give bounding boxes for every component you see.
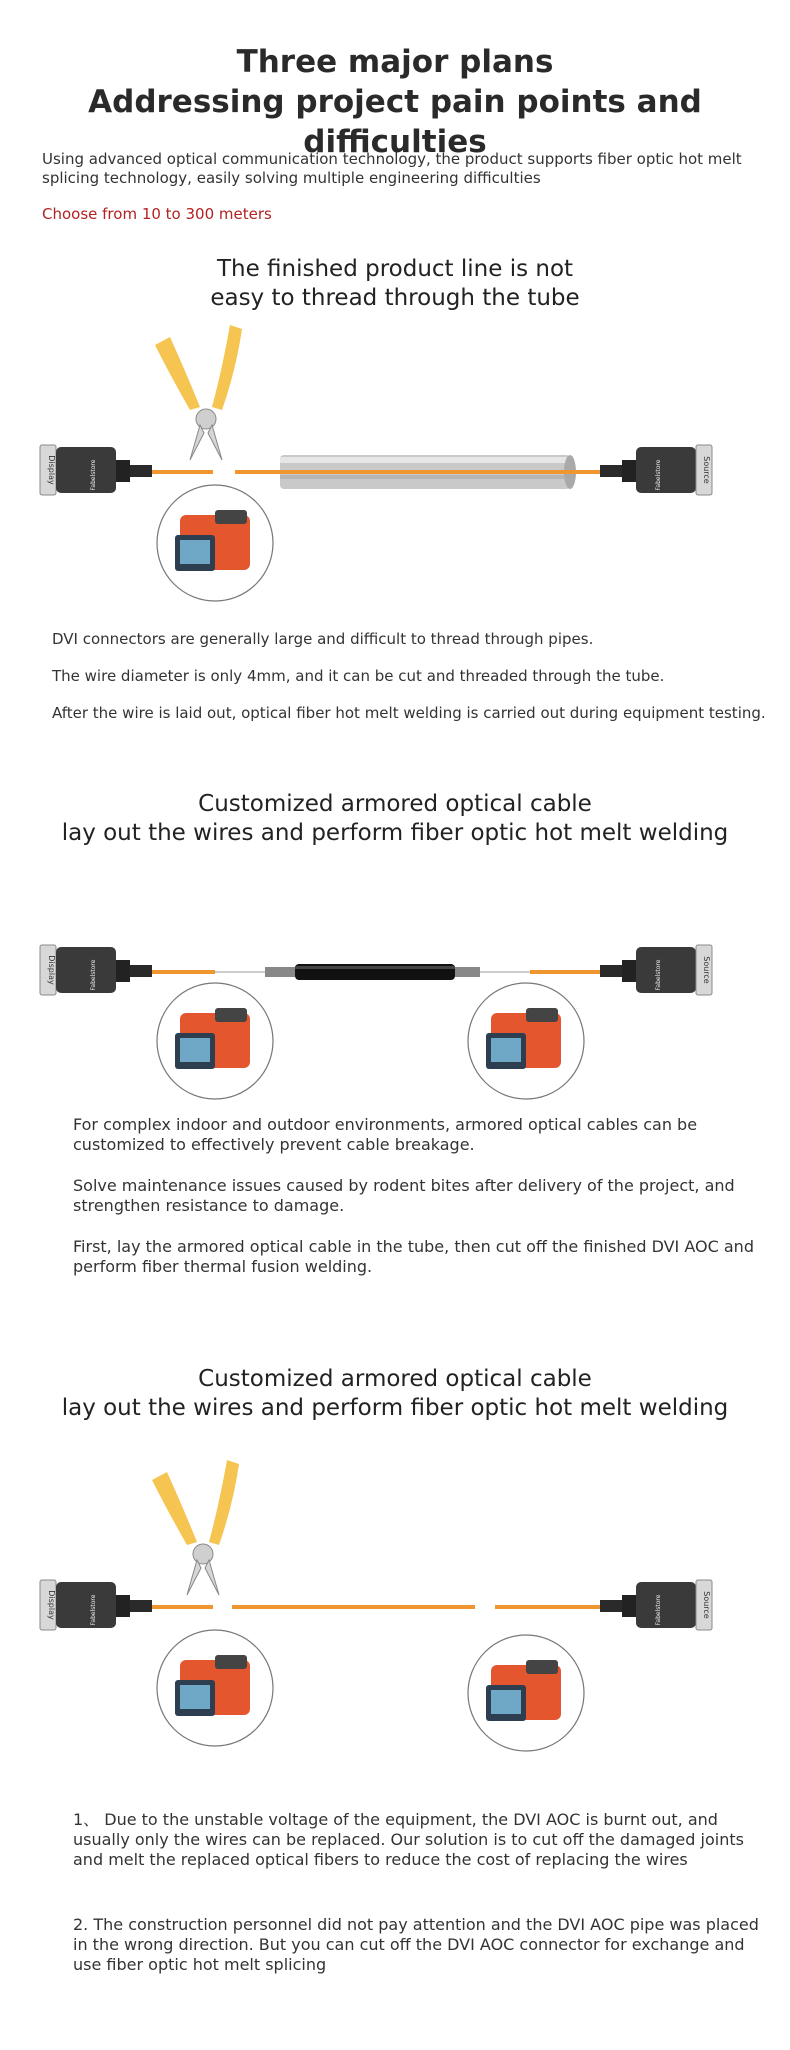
title-line-2: Addressing project pain points and difficulties bbox=[88, 84, 702, 160]
brand-label: Fabelstore bbox=[90, 459, 97, 491]
dvi-connector-left bbox=[40, 945, 152, 995]
plan1-title-line-1: The finished product line is not bbox=[216, 256, 574, 282]
plan1-illustration bbox=[0, 315, 790, 615]
source-label: Source bbox=[702, 1591, 711, 1619]
armored-cable bbox=[295, 964, 455, 980]
plan1-point-1: DVI connectors are generally large and difficult to thread through pipes. bbox=[52, 630, 594, 648]
plan2-point-1: For complex indoor and outdoor environments, armored optical cables can be customized to effectively prevent cable breakage. bbox=[73, 1115, 698, 1154]
plan1-title-line-2: easy to thread through the tube bbox=[210, 285, 580, 311]
brand-label-right: Fabelstore bbox=[655, 959, 662, 991]
brand-label-right: Fabelstore bbox=[655, 1594, 662, 1626]
plan2-title-line-1: Customized armored optical cable bbox=[198, 791, 592, 817]
wire-cutter-icon bbox=[152, 1460, 239, 1595]
wire-cutter-icon bbox=[155, 325, 242, 460]
fusion-splicer-icon-right bbox=[468, 983, 584, 1099]
plan1-point-3: After the wire is laid out, optical fiber hot melt welding is carried out during equipment testing. bbox=[52, 704, 766, 722]
fusion-splicer-icon bbox=[157, 1630, 273, 1746]
fusion-splicer-icon-right bbox=[468, 1635, 584, 1751]
brand-label-right: Fabelstore bbox=[655, 459, 662, 491]
title-line-1: Three major plans bbox=[236, 44, 554, 80]
page-title bbox=[0, 42, 790, 162]
display-label: Display bbox=[47, 1590, 56, 1620]
plan2-point-3: First, lay the armored optical cable in the tube, then cut off the finished DVI AOC and perform fiber thermal fusion welding. bbox=[73, 1237, 754, 1276]
dvi-connector-left bbox=[40, 1580, 152, 1630]
dvi-connector-right bbox=[600, 945, 712, 995]
intro-text: Using advanced optical communication technology, the product supports fiber optic hot melt splicing technology, easily solving multiple engineering difficulties bbox=[42, 150, 742, 187]
brand-label: Fabelstore bbox=[90, 1594, 97, 1626]
dvi-connector-right bbox=[600, 445, 712, 495]
plan1-point-2: The wire diameter is only 4mm, and it can be cut and threaded through the tube. bbox=[52, 667, 665, 685]
plan3-title-line-2: lay out the wires and perform fiber optic hot melt welding bbox=[61, 1395, 729, 1421]
plan1-title bbox=[0, 255, 790, 313]
display-label: Display bbox=[47, 455, 56, 485]
display-label: Display bbox=[47, 955, 56, 985]
plan2-title-line-2: lay out the wires and perform fiber optic hot melt welding bbox=[61, 820, 729, 846]
plan3-point-1: 1、 Due to the unstable voltage of the equipment, the DVI AOC is burnt out, and usually only the wires can be replaced. Our solution is to cut off the damaged joints and melt the replaced optical fibers to reduce the cost of replacing the wires bbox=[73, 1810, 744, 1869]
dvi-connector-left bbox=[40, 445, 152, 495]
fusion-splicer-icon bbox=[157, 485, 273, 601]
plan3-title-line-1: Customized armored optical cable bbox=[198, 1366, 592, 1392]
plan2-title bbox=[0, 790, 790, 848]
fusion-splicer-icon bbox=[157, 983, 273, 1099]
plan2-illustration bbox=[0, 915, 790, 1115]
plan2-point-2: Solve maintenance issues caused by rodent bites after delivery of the project, and strengthen resistance to damage. bbox=[73, 1176, 735, 1215]
source-label: Source bbox=[702, 456, 711, 484]
length-note: Choose from 10 to 300 meters bbox=[42, 205, 272, 223]
brand-label: Fabelstore bbox=[90, 959, 97, 991]
plan3-illustration bbox=[0, 1455, 790, 1765]
plan3-point-2: 2. The construction personnel did not pay attention and the DVI AOC pipe was placed in the wrong direction. But you can cut off the DVI AOC connector for exchange and use fiber optic hot melt splicing bbox=[73, 1915, 759, 1974]
dvi-connector-right bbox=[600, 1580, 712, 1630]
source-label: Source bbox=[702, 956, 711, 984]
plan3-title bbox=[0, 1365, 790, 1423]
